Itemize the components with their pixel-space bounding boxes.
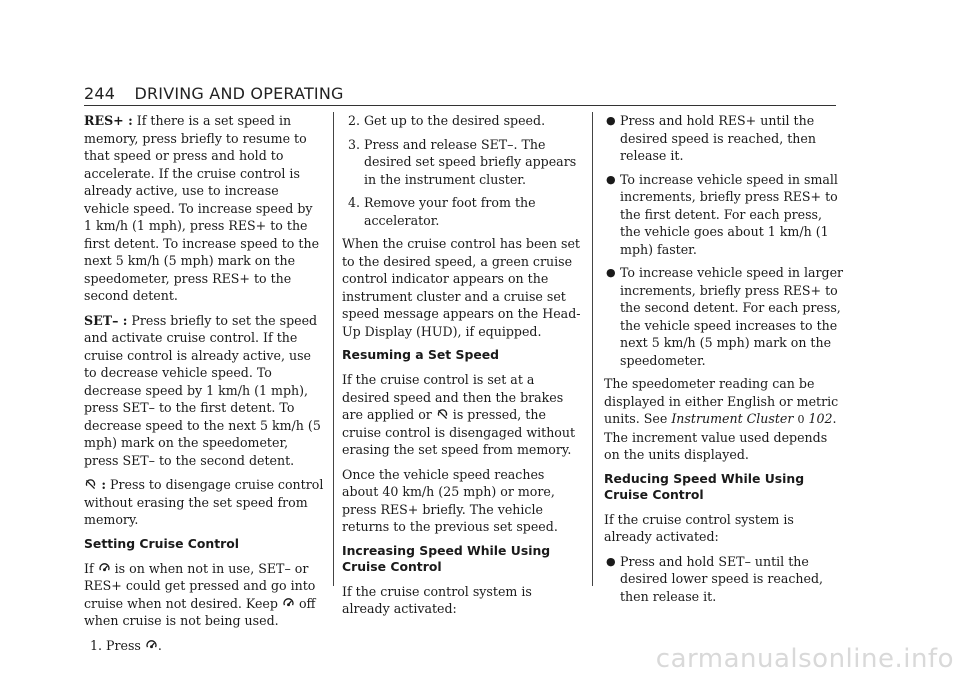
column-2	[342, 112, 582, 625]
cancel-text: Press to disengage cruise control without erasing the set speed from memory.	[84, 477, 324, 527]
heading-reducing: Reducing Speed While Using Cruise Control	[604, 470, 805, 502]
setting-text-b: is on when not in use, SET– or RES+ could get pressed and go into cruise when not desired. Keep	[84, 560, 316, 611]
res-term: RES+ :	[84, 113, 133, 128]
bullet-icon: ●	[606, 266, 616, 279]
bullet-1-text: Press and hold RES+ until the desired speed is reached, then release it.	[620, 113, 816, 163]
speedometer-paragraph	[604, 375, 844, 464]
column-3	[604, 112, 844, 611]
res-text: If there is a set speed in memory, press briefly to resume to that speed or press and hold to accelerate. If the cruise control is already active, use to increase vehicle speed. To increase speed by 1 km/h (1 mph), press RES+ to the first detent. To increase speed to the next 5 km/h (5 mph) mark on the speedometer, press RES+ to the second detent.	[84, 113, 320, 303]
cruise-cancel-icon	[84, 478, 97, 491]
cruise-cancel-icon	[436, 408, 449, 421]
set-term: SET– :	[84, 312, 128, 328]
bullet-3-text: To increase vehicle speed in larger increments, briefly press RES+ to the second detent. For each press, the vehicle speed increases to the next 5 km/h (5 mph) mark on the speedometer.	[620, 265, 844, 368]
step-4	[342, 194, 582, 229]
bullet-4-text: Press and hold SET– until the desired lower speed is reached, then release it.	[620, 553, 824, 604]
section-title: DRIVING AND OPERATING	[134, 84, 344, 103]
step-4-text: Remove your foot from the accelerator.	[364, 195, 536, 228]
list-item	[604, 264, 844, 369]
speedometer-text-b: . The increment value used depends on the units displayed.	[604, 411, 837, 462]
set-text: Press briefly to set the speed and activate cruise control. If the cruise control is already active, use to decrease vehicle speed. To decrease speed by 1 km/h (1 mph), press SET– to the first detent. To decrease speed to the next 5 km/h (5 mph) mark on the speedometer, press SET– to the second detent.	[84, 312, 321, 468]
step-1	[84, 637, 324, 655]
cancel-paragraph	[84, 476, 324, 529]
res-paragraph	[84, 112, 324, 305]
set-indicator-paragraph: When the cruise control has been set to the desired speed, a green cruise control indicator appears on the instrument cluster and a cruise set speed message appears on the Head-Up Display (HUD), if equipped.	[342, 236, 581, 339]
heading-resuming: Resuming a Set Speed	[342, 347, 500, 362]
cruise-control-icon	[98, 562, 111, 575]
bullet-icon: ●	[606, 172, 616, 186]
setting-paragraph	[84, 560, 324, 630]
page-number: 244	[84, 84, 116, 103]
resume-paragraph	[342, 371, 582, 459]
step-1-text: Press	[106, 637, 145, 653]
cruise-control-icon	[282, 597, 295, 610]
cancel-term: :	[97, 477, 107, 492]
step-3-number: 3.	[348, 136, 361, 152]
setting-text-a: If	[84, 560, 98, 576]
bullet-icon: ●	[606, 554, 616, 568]
resume-text-b: is pressed, the cruise control is disengaged without erasing the set speed from memory.	[342, 407, 576, 457]
step-2-text: Get up to the desired speed.	[364, 113, 546, 128]
speedometer-text-a: The speedometer reading can be displayed in either English or metric units. See	[604, 376, 839, 426]
increase-intro-paragraph: If the cruise control system is already activated:	[342, 583, 532, 616]
page-reference[interactable]: 102	[808, 411, 833, 426]
page-header	[84, 84, 344, 103]
bullet-icon: ●	[606, 114, 616, 127]
column-1	[84, 112, 324, 660]
list-item	[604, 171, 844, 259]
resume-speed-paragraph: Once the vehicle speed reaches about 40 km/h (25 mph) or more, press RES+ briefly. The vehicle returns to the previous set speed.	[342, 466, 558, 534]
bullet-2-text: To increase vehicle speed in small increments, briefly press RES+ to the first detent. For each press, the vehicle goes about 1 km/h (1 mph) faster.	[620, 171, 838, 257]
step-1-number: 1.	[90, 637, 103, 653]
set-paragraph	[84, 312, 324, 470]
cruise-control-icon	[145, 639, 158, 652]
step-2	[342, 112, 582, 130]
step-1-end: .	[157, 637, 162, 653]
setting-text-c: off when cruise is not being used.	[84, 595, 316, 628]
instrument-cluster-link[interactable]: Instrument Cluster	[671, 411, 794, 426]
heading-increasing: Increasing Speed While Using Cruise Control	[342, 542, 551, 574]
step-3	[342, 136, 582, 189]
column-divider-1	[333, 112, 334, 586]
page-reference-icon: 0	[797, 413, 805, 426]
list-item	[604, 112, 844, 165]
header-rule	[84, 105, 836, 106]
list-item	[604, 553, 844, 606]
heading-setting-cruise: Setting Cruise Control	[84, 535, 240, 551]
watermark: carmanualsonline.info	[655, 644, 954, 674]
step-4-number: 4.	[348, 195, 361, 210]
resume-text-a: If the cruise control is set at a desired speed and then the brakes are applied or	[342, 372, 564, 422]
reduce-intro-paragraph: If the cruise control system is already activated:	[604, 511, 794, 544]
step-3-text: Press and release SET–. The desired set speed briefly appears in the instrument cluster.	[364, 136, 577, 187]
step-2-number: 2.	[348, 113, 361, 128]
column-divider-2	[592, 112, 593, 586]
